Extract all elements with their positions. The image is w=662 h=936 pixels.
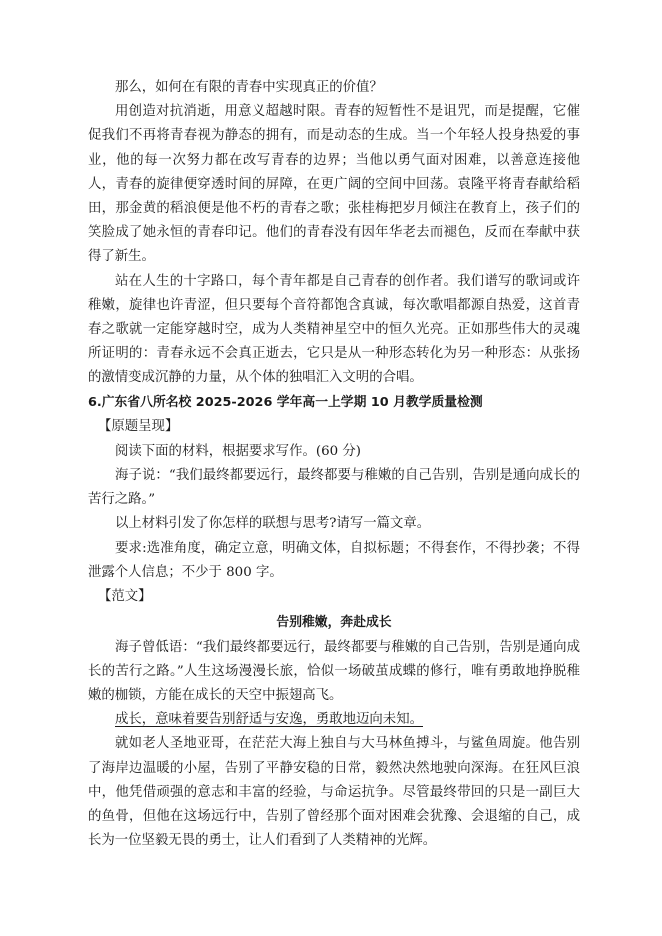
essay-title: 告别稚嫩，奔赴成长 (276, 614, 392, 630)
essay-thesis (88, 708, 580, 732)
tag-original-question: 【原题呈现】 (98, 419, 179, 435)
document-page (88, 76, 580, 853)
essay-paragraph-1: 海子曾低语：“我们最终都要远行，最终都要与稚嫩的自己告别，告别是通向成长的苦行之路。”人生这场漫漫长旅，恰似一场破茧成蝶的修行，唯有勇敢地挣脱稚嫩的枷锁，方能在成长的天空中振翅高飞。 (88, 639, 580, 704)
paragraph-1: 用创造对抗消逝，用意义超越时限。青春的短暂性不是诅咒，而是提醒，它催促我们不再将青春视为静态的拥有，而是动态的生成。当一个年轻人投身热爱的事业，他的每一次努力都在改写青春的边界；当他以勇气面对困难，以善意连接他人，青春的旋律便穿透时间的屏障，在更广阔的空间中回荡。袁隆平将青春献给稻田，那金黄的稻浪便是他不朽的青春之歌；张桂梅把岁月倾注在教育上，孩子们的笑脸成了她永恒的青春印记。他们的青春没有因年华老去而褪色，反而在奉献中获得了新生。 (88, 104, 580, 265)
paragraph-2: 站在人生的十字路口，每个青年都是自己青春的创作者。我们谱写的歌词或许稚嫩，旋律也许青涩，但只要每个音符都饱含真诚，每次歌唱都源自热爱，这首青春之歌就一定能穿越时空，成为人类精神星空中的恒久光亮。正如那些伟大的灵魂所证明的：青春永远不会真正逝去，它只是从一种形态转化为另一种形态：从张扬的激情变成沉静的力量，从个体的独唱汇入文明的合唱。 (88, 273, 580, 386)
material-line: 海子说：“我们最终都要远行，最终都要与稚嫩的自己告别，告别是通向成长的苦行之路。” (88, 468, 580, 508)
section-6-heading: 6.广东省八所名校 2025-2026 学年高一上学期 10 月教学质量检测 (88, 394, 483, 410)
essay-thesis-text: 成长，意味着要告别舒适与安逸，勇敢地迈向未知。 (115, 712, 423, 728)
prompt-line: 阅读下面的材料，根据要求写作。(60 分) (115, 443, 361, 459)
tag-sample-essay: 【范文】 (98, 589, 152, 605)
question-line: 那么，如何在有限的青春中实现真正的价值？ (115, 80, 383, 95)
requirements-line: 要求:选准角度，确定立意，明确文体，自拟标题；不得套作，不得抄袭；不得泄露个人信息；不少于 800 字。 (88, 540, 580, 580)
question-2-line: 以上材料引发了你怎样的联想与思考?请写一篇文章。 (115, 516, 431, 532)
essay-paragraph-2: 就如老人圣地亚哥，在茫茫大海上独自与大马林鱼搏斗，与鲨鱼周旋。他告别了海岸边温暖的小屋，告别了平静安稳的日常，毅然决然地驶向深海。在狂风巨浪中，他凭借顽强的意志和丰富的经验，与命运抗争。尽管最终带回的只是一副巨大的鱼骨，但他在这场远行中，告别了曾经那个面对困难会犹豫、会退缩的自己，成长为一位坚毅无畏的勇士，让人们看到了人类精神的光辉。 (88, 736, 580, 849)
